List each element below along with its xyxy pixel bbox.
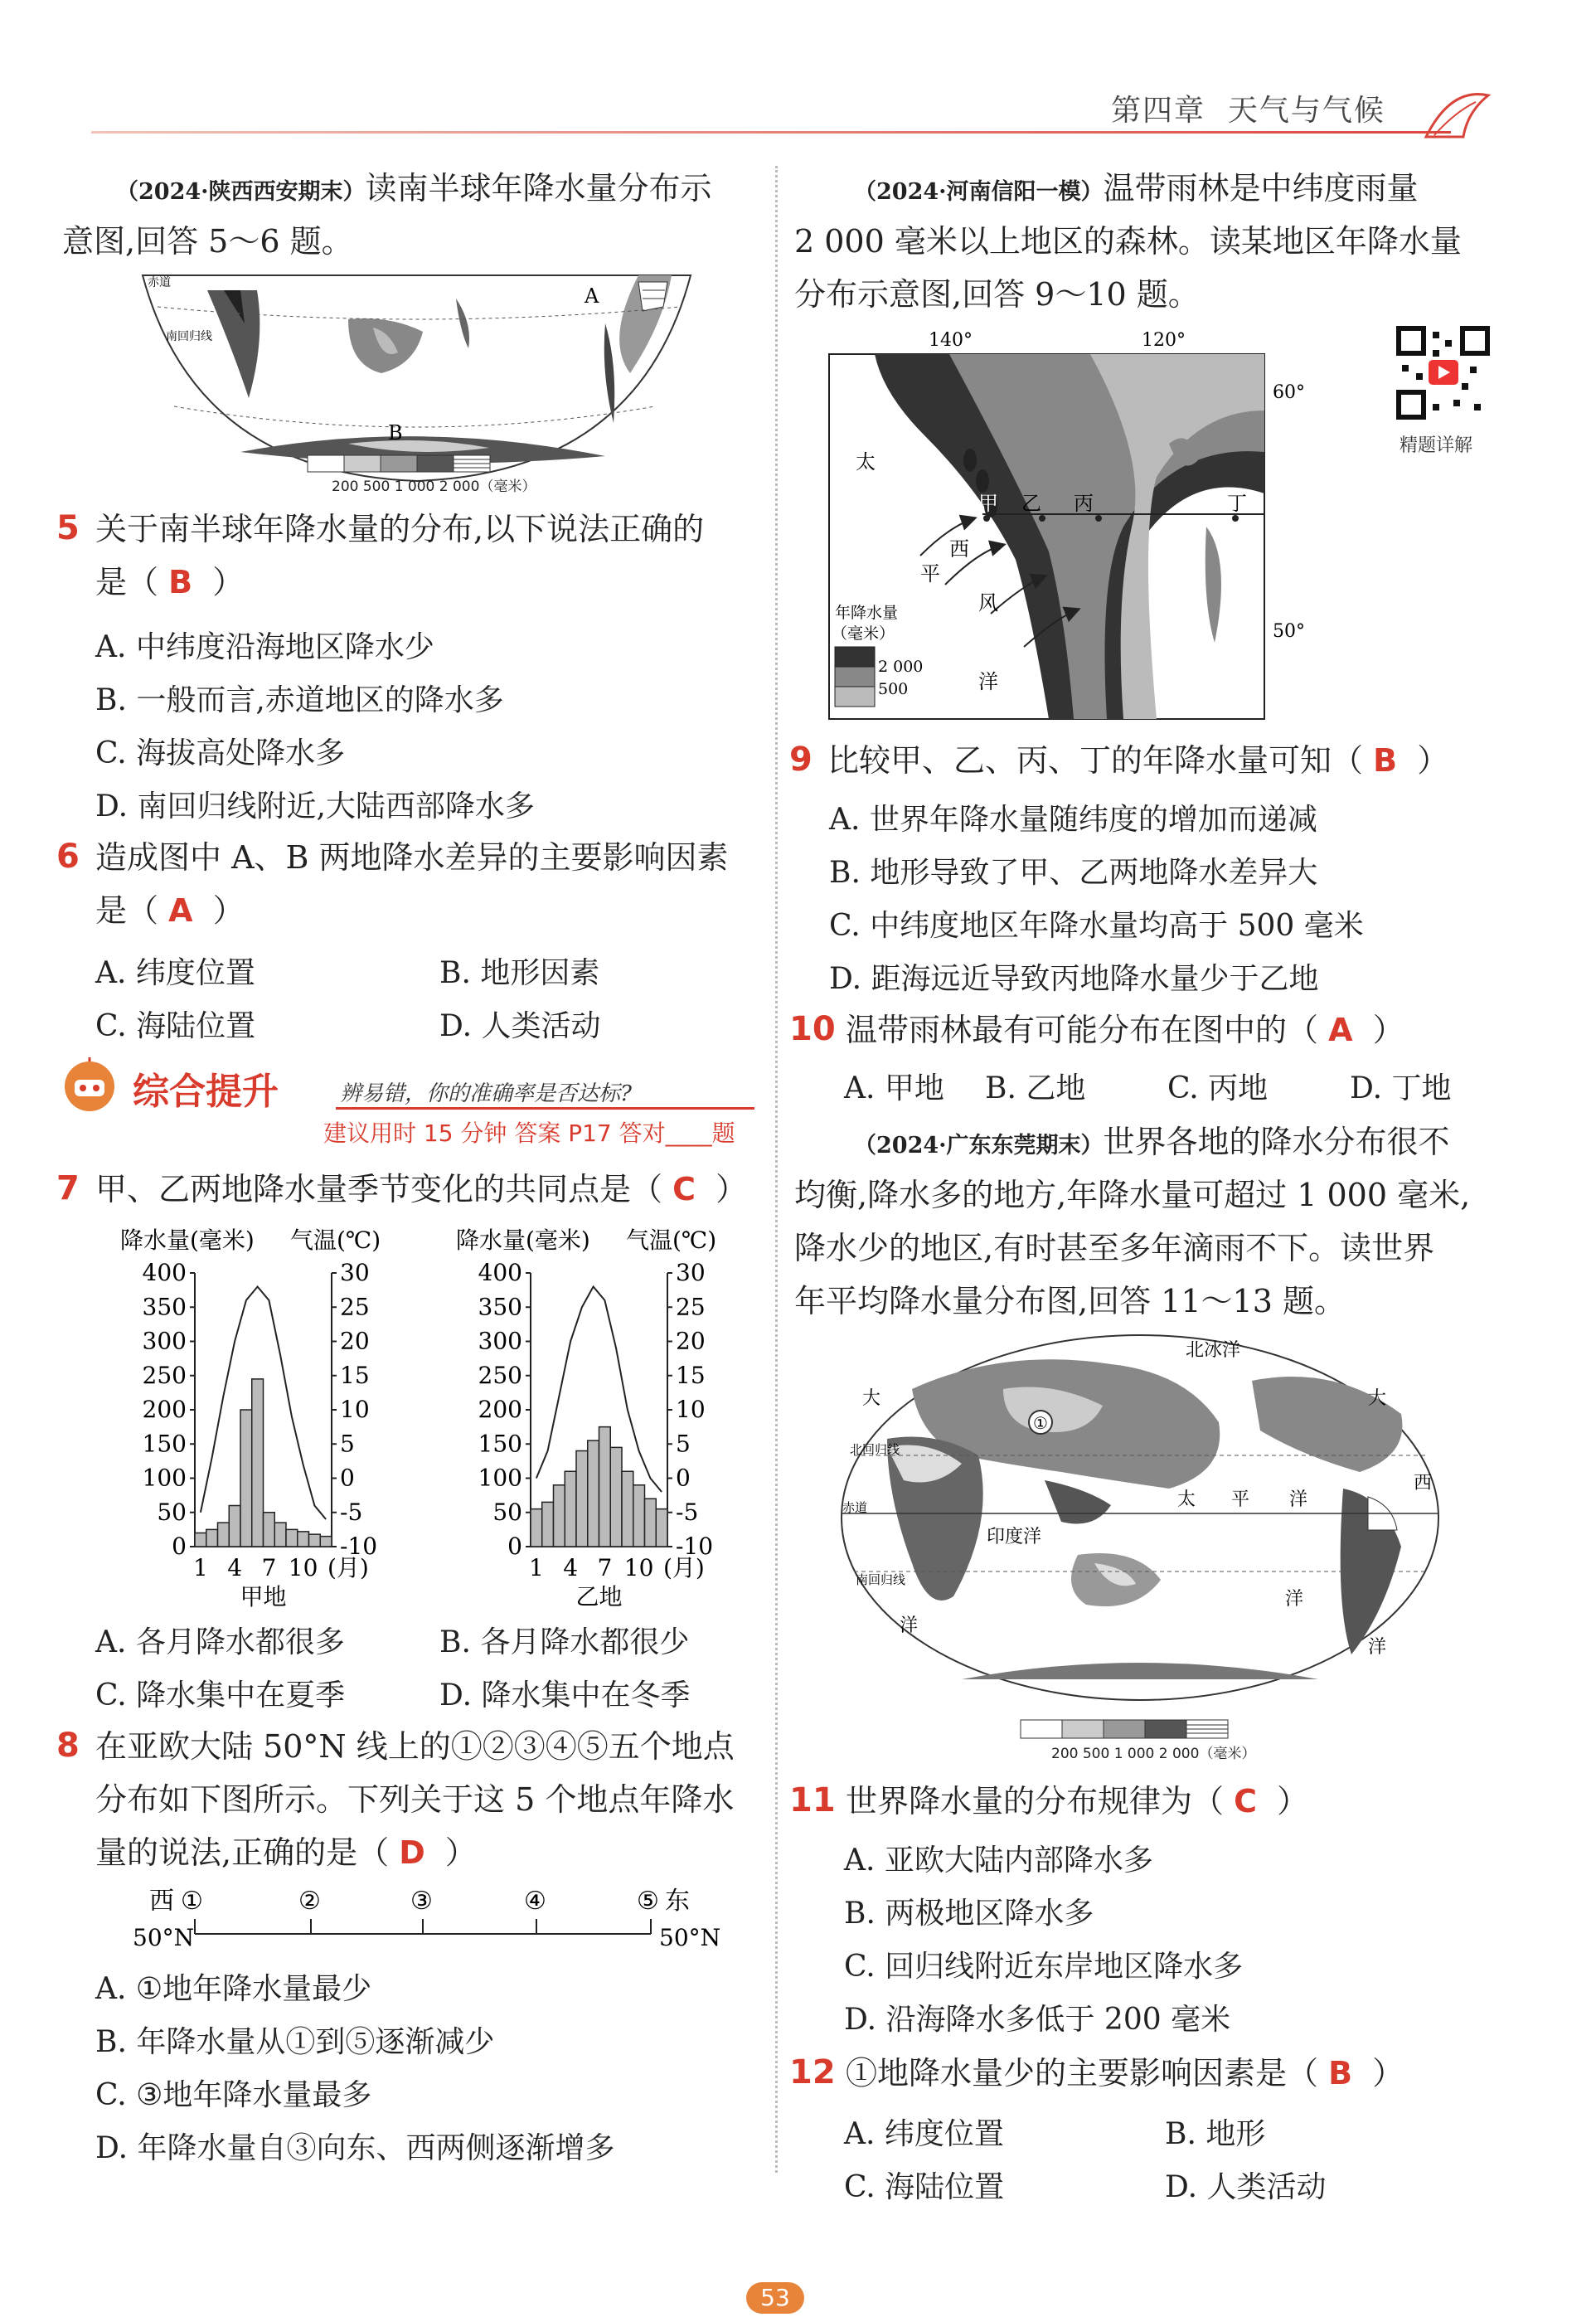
y2-tick-label: -5 (676, 1498, 699, 1526)
q8-stem-line2: 分布如下图所示。下列关于这 5 个地点年降水 (95, 1781, 735, 1818)
y2-tick-label: 0 (676, 1464, 691, 1492)
intro-11-13-line2: 均衡,降水多的地方,年降水量可超过 1 000 毫米, (794, 1177, 1471, 1213)
precip-bar (610, 1447, 622, 1547)
q10-option-c[interactable]: C. 丙地 (1167, 1071, 1269, 1105)
precip-bar (240, 1410, 252, 1547)
q12-option-c[interactable]: C. 海陆位置 (844, 2170, 1005, 2204)
q6-stem: 造成图中 A、B 两地降水差异的主要影响因素 (95, 839, 729, 876)
yang-label: 洋 (1289, 1489, 1308, 1510)
y2-tick-label: 30 (676, 1259, 706, 1286)
y-tick-label: 400 (478, 1259, 522, 1286)
intro-9-10 (854, 162, 1567, 219)
q9-stem-text: 比较甲、乙、丙、丁的年降水量可知（ (827, 742, 1364, 779)
chart-jia (120, 1227, 381, 1609)
y-tick-label: 300 (142, 1327, 187, 1355)
q9-number: 9 (789, 741, 813, 779)
lat50-label: 50° (1273, 621, 1305, 642)
y-tick-label: 100 (478, 1464, 522, 1492)
point-3: ③ (410, 1887, 433, 1916)
q6-paren-close: ） (212, 892, 245, 929)
q6-stem-line2 (95, 884, 245, 937)
precip-bar (542, 1502, 554, 1547)
q7-option-b[interactable]: B. 各月降水都很少 (439, 1625, 690, 1659)
q9-option-c[interactable]: C. 中纬度地区年降水量均高于 500 毫米 (829, 909, 1364, 943)
x-tick-label: 4 (563, 1554, 579, 1581)
q7-stem (95, 1163, 747, 1216)
y-tick-label: 0 (172, 1533, 187, 1560)
q11-answer: C (1234, 1783, 1257, 1819)
q9-option-b[interactable]: B. 地形导致了甲、乙两地降水差异大 (829, 856, 1318, 890)
q7-number: 7 (56, 1169, 80, 1207)
precip-bar (206, 1529, 218, 1547)
y2-tick-label: -5 (340, 1498, 363, 1526)
q12-answer: B (1328, 2055, 1353, 2091)
point-one-label: ① (1033, 1413, 1048, 1433)
banner-title: 综合提升 (133, 1071, 279, 1113)
indian-ocean-label: 印度洋 (987, 1527, 1042, 1547)
intro-text: 世界各地的降水分布很不 (1103, 1124, 1450, 1160)
q5-stem-line2 (95, 556, 244, 609)
intro-9-10-line2: 2 000 毫米以上地区的森林。读某地区年降水量 (794, 223, 1462, 260)
q10-stem-text: 温带雨林最有可能分布在图中的（ (846, 1012, 1319, 1048)
q5-number: 5 (56, 509, 80, 547)
precip-bar (531, 1509, 542, 1547)
bing-label: 丙 (1074, 492, 1094, 515)
legend-unit: （毫米） (832, 624, 895, 643)
q5-paren-open: 是（ (95, 564, 159, 600)
precip-bar (195, 1533, 206, 1547)
point-2: ② (298, 1887, 321, 1916)
world-rainfall-map (837, 1331, 1443, 1704)
precip-bar (599, 1427, 611, 1547)
q7-option-d[interactable]: D. 降水集中在冬季 (439, 1678, 691, 1712)
q7-stem-text: 甲、乙两地降水量季节变化的共同点是（ (95, 1171, 663, 1207)
tropic-n-label: 北回归线 (850, 1442, 900, 1457)
y-tick-label: 400 (142, 1259, 187, 1286)
yang-label-2: 洋 (900, 1615, 919, 1636)
q8-number: 8 (56, 1727, 80, 1765)
q12-number: 12 (789, 2053, 836, 2091)
source-tag: （2024·陕西西安期末） (116, 179, 366, 205)
y-tick-label: 50 (157, 1498, 187, 1526)
qr-code-icon[interactable] (1395, 325, 1491, 420)
equator-label: 赤道 (148, 276, 171, 289)
y-tick-label: 350 (478, 1293, 522, 1321)
precip-bar (218, 1523, 230, 1547)
y2-tick-label: 25 (676, 1293, 706, 1321)
y2-tick-label: 20 (340, 1327, 370, 1355)
x-tick-label: 10 (288, 1554, 318, 1581)
y-tick-label: 150 (478, 1430, 522, 1458)
x-tick-label: 7 (597, 1554, 613, 1581)
map1-legend-swatches (307, 454, 493, 473)
y2-tick-label: 15 (340, 1361, 370, 1389)
q9-option-a[interactable]: A. 世界年降水量随纬度的增加而递减 (829, 803, 1317, 837)
lon140-label: 140° (929, 330, 973, 351)
q5-paren-close: ） (212, 564, 245, 600)
q8-stem: 在亚欧大陆 50°N 线上的①②③④⑤五个地点 (95, 1728, 735, 1765)
q10-answer: A (1328, 1012, 1353, 1048)
q5-stem: 关于南半球年降水量的分布,以下说法正确的 (95, 511, 705, 547)
q6-option-c[interactable]: C. 海陆位置 (95, 1009, 256, 1043)
q10-option-d[interactable]: D. 丁地 (1350, 1071, 1452, 1105)
y2-tick-label: 15 (676, 1361, 706, 1389)
q10-option-b[interactable]: B. 乙地 (985, 1071, 1086, 1105)
southern-hemisphere-map (141, 274, 692, 485)
precip-bar (309, 1534, 321, 1547)
x-tick-label: 10 (623, 1554, 654, 1581)
da-label-2: 大 (1368, 1388, 1387, 1409)
q9-paren-close: ） (1417, 742, 1449, 779)
y-tick-label: 200 (142, 1396, 187, 1423)
q6-option-d[interactable]: D. 人类活动 (439, 1009, 601, 1043)
q12-option-b[interactable]: B. 地形 (1165, 2117, 1266, 2151)
da-label-1: 大 (862, 1388, 881, 1409)
x-tick-label: 7 (261, 1554, 277, 1581)
q10-number: 10 (789, 1010, 836, 1048)
header-rule (91, 131, 1451, 134)
y-tick-label: 150 (142, 1430, 187, 1458)
intro-5-6 (116, 162, 771, 219)
feng-label: 风 (978, 591, 998, 615)
y2-tick-label: -10 (340, 1533, 378, 1560)
regional-rainfall-map (825, 328, 1322, 721)
y-axis-label: 降水量(毫米) (456, 1227, 590, 1254)
precip-bar (565, 1471, 576, 1547)
climate-charts (116, 1219, 771, 1609)
tai-label: 太 (856, 450, 876, 474)
precip-bar (656, 1509, 667, 1547)
intro-11-13 (854, 1115, 1450, 1173)
q11-stem (846, 1775, 1308, 1828)
column-divider (775, 166, 778, 2173)
legend-2000: 2 000 (878, 658, 924, 676)
q10-option-a[interactable]: A. 甲地 (844, 1071, 944, 1105)
q11-stem-text: 世界降水量的分布规律为（ (846, 1783, 1225, 1819)
q7-answer: C (672, 1171, 696, 1207)
intro-11-13-line3: 降水少的地区,有时甚至多年滴雨不下。读世界 (794, 1230, 1435, 1266)
chapter-number: 第四章 (1111, 94, 1206, 128)
q6-paren-open: 是（ (95, 892, 159, 929)
q5-option-b[interactable]: B. 一般而言,赤道地区的降水多 (95, 683, 504, 717)
source-tag: （2024·广东东莞期末） (854, 1133, 1104, 1159)
yang-label-3: 洋 (1368, 1637, 1387, 1658)
q7-option-c[interactable]: C. 降水集中在夏季 (95, 1678, 346, 1712)
q11-paren-close: ） (1277, 1783, 1309, 1819)
precip-bar (633, 1485, 645, 1547)
q8-option-d[interactable]: D. 年降水量自③向东、西两侧逐渐增多 (95, 2131, 615, 2165)
q12-paren-close: ） (1372, 2055, 1404, 2091)
q8-stem-line3 (95, 1826, 477, 1879)
ping-label: 平 (920, 562, 940, 585)
xi-label: 西 (1414, 1473, 1433, 1494)
map1-legend-values: 200 500 1 000 2 000（毫米） (332, 478, 536, 495)
point-4: ④ (524, 1887, 546, 1916)
tropic-label: 南回归线 (166, 330, 212, 343)
q11-option-c[interactable]: C. 回归线附近东岸地区降水多 (844, 1950, 1244, 1984)
q9-answer: B (1373, 742, 1398, 779)
ding-label: 丁 (1227, 492, 1247, 515)
x-axis-label: (月) (327, 1554, 369, 1581)
map3-legend-values: 200 500 1 000 2 000（毫米） (1051, 1746, 1256, 1762)
q11-option-d[interactable]: D. 沿海降水多低于 200 毫米 (844, 2003, 1231, 2037)
page-number: 53 (746, 2282, 804, 2314)
robot-mascot-icon (56, 1057, 123, 1115)
q5-option-d[interactable]: D. 南回归线附近,大陆西部降水多 (95, 789, 535, 823)
y2-tick-label: 30 (340, 1259, 370, 1286)
q6-answer: A (168, 892, 193, 929)
leaf-decoration-icon (1418, 79, 1492, 145)
source-tag: （2024·河南信阳一模） (854, 179, 1104, 205)
point-b-label: B (388, 421, 403, 444)
precip-bar (264, 1513, 275, 1547)
precip-bar (229, 1506, 240, 1547)
q6-number: 6 (56, 838, 80, 876)
q7-option-a[interactable]: A. 各月降水都很多 (95, 1625, 345, 1659)
q11-number: 11 (789, 1781, 836, 1819)
arctic-label: 北冰洋 (1186, 1340, 1241, 1361)
x-axis-label: (月) (663, 1554, 705, 1581)
x-tick-label: 1 (528, 1554, 544, 1581)
q5-option-c[interactable]: C. 海拔高处降水多 (95, 736, 346, 770)
q9-option-d[interactable]: D. 距海远近导致丙地降水量少于乙地 (829, 962, 1319, 996)
chapter-title: 天气与气候 (1227, 94, 1385, 128)
chart-yi (456, 1227, 716, 1609)
precip-bar (554, 1485, 565, 1547)
q8-option-c[interactable]: C. ③地年降水量最多 (95, 2078, 372, 2112)
precip-bar (320, 1537, 332, 1547)
banner-info: 建议用时 15 分钟 答案 P17 答对____题 (323, 1120, 735, 1147)
map3-legend-swatches (1020, 1719, 1231, 1739)
y2-axis-label: 气温(℃) (290, 1227, 381, 1254)
q11-option-a[interactable]: A. 亚欧大陆内部降水多 (844, 1844, 1153, 1878)
q11-option-b[interactable]: B. 两极地区降水多 (844, 1897, 1094, 1931)
y-tick-label: 250 (142, 1361, 187, 1389)
y2-tick-label: 0 (340, 1464, 355, 1492)
q5-answer: B (168, 564, 193, 600)
point-1: ① (181, 1887, 203, 1916)
precip-bar (274, 1523, 286, 1547)
y-tick-label: 250 (478, 1361, 522, 1389)
chart-title: 甲地 (240, 1583, 287, 1609)
lon120-label: 120° (1142, 330, 1186, 351)
tai-label: 太 (1177, 1489, 1196, 1510)
point-a-label: A (585, 284, 599, 308)
y2-tick-label: 25 (340, 1293, 370, 1321)
y-tick-label: 50 (492, 1498, 522, 1526)
yi-label: 乙 (1021, 492, 1041, 515)
yang-label-4: 洋 (1285, 1589, 1304, 1610)
ping-label: 平 (1231, 1489, 1250, 1510)
intro-11-13-line4: 年平均降水量分布图,回答 11～13 题。 (794, 1283, 1346, 1319)
q6-option-a[interactable]: A. 纬度位置 (95, 956, 255, 990)
banner-subtitle: 辨易错，你的准确率是否达标? (340, 1081, 632, 1106)
chart-title: 乙地 (575, 1583, 623, 1609)
precip-bar (645, 1499, 657, 1547)
precip-bar (622, 1471, 633, 1547)
q8-answer: D (399, 1834, 425, 1871)
equator-label: 赤道 (842, 1500, 868, 1515)
q5-option-a[interactable]: A. 中纬度沿海地区降水少 (95, 630, 434, 664)
legend-title: 年降水量 (835, 604, 899, 622)
precip-bar (286, 1529, 298, 1547)
qr-caption: 精题详解 (1400, 435, 1473, 456)
y2-tick-label: 10 (676, 1396, 706, 1423)
y2-tick-label: 20 (676, 1327, 706, 1355)
q12-option-d[interactable]: D. 人类活动 (1165, 2170, 1327, 2204)
q9-stem (827, 734, 1448, 787)
lat-right-label: 50°N (659, 1924, 721, 1951)
y2-tick-label: 10 (340, 1396, 370, 1423)
legend-500: 500 (878, 680, 909, 698)
y2-tick-label: -10 (676, 1533, 714, 1560)
precip-bar (252, 1379, 264, 1547)
y2-axis-label: 气温(℃) (626, 1227, 717, 1254)
banner-rule (336, 1107, 754, 1110)
q8-option-a[interactable]: A. ①地年降水量最少 (95, 1972, 372, 2006)
intro-text: 读南半球年降水量分布示 (365, 170, 712, 206)
jia-label: 甲 (978, 492, 998, 515)
precip-bar (298, 1532, 309, 1547)
latitude-line-diagram (133, 1884, 738, 1959)
q8-option-b[interactable]: B. 年降水量从①到⑤逐渐减少 (95, 2025, 495, 2059)
precip-bar (576, 1451, 588, 1547)
x-tick-label: 4 (227, 1554, 243, 1581)
west-label: 西 (149, 1887, 174, 1916)
yang-label: 洋 (978, 670, 998, 693)
q12-option-a[interactable]: A. 纬度位置 (844, 2117, 1004, 2151)
q10-paren-close: ） (1372, 1012, 1404, 1048)
chapter-header (1111, 87, 1385, 129)
y-tick-label: 300 (478, 1327, 522, 1355)
q7-paren-close: ） (716, 1171, 748, 1207)
q10-stem (846, 1003, 1404, 1057)
intro-5-6-line2: 意图,回答 5～6 题。 (62, 223, 353, 260)
y-tick-label: 350 (142, 1293, 187, 1321)
precip-bar (588, 1440, 599, 1547)
y-axis-label: 降水量(毫米) (120, 1227, 255, 1254)
y-tick-label: 100 (142, 1464, 187, 1492)
q8-paren-close: ） (444, 1834, 477, 1871)
q6-option-b[interactable]: B. 地形因素 (439, 956, 600, 990)
y-tick-label: 200 (478, 1396, 522, 1423)
y-tick-label: 0 (507, 1533, 522, 1560)
xi-label: 西 (949, 537, 969, 561)
lat-left-label: 50°N (133, 1924, 195, 1951)
lat60-label: 60° (1273, 382, 1305, 403)
q8-stem-text: 量的说法,正确的是（ (95, 1834, 390, 1871)
y2-tick-label: 5 (676, 1430, 691, 1458)
intro-text: 温带雨林是中纬度雨量 (1103, 170, 1419, 206)
y2-tick-label: 5 (340, 1430, 355, 1458)
q12-stem-text: ①地降水量少的主要影响因素是（ (846, 2055, 1319, 2091)
tropic-s-label: 南回归线 (856, 1572, 906, 1587)
x-tick-label: 1 (192, 1554, 208, 1581)
point-5: ⑤ (637, 1887, 659, 1916)
east-label: 东 (665, 1887, 690, 1916)
intro-9-10-line3: 分布示意图,回答 9～10 题。 (794, 276, 1200, 313)
q12-stem (846, 2047, 1404, 2100)
